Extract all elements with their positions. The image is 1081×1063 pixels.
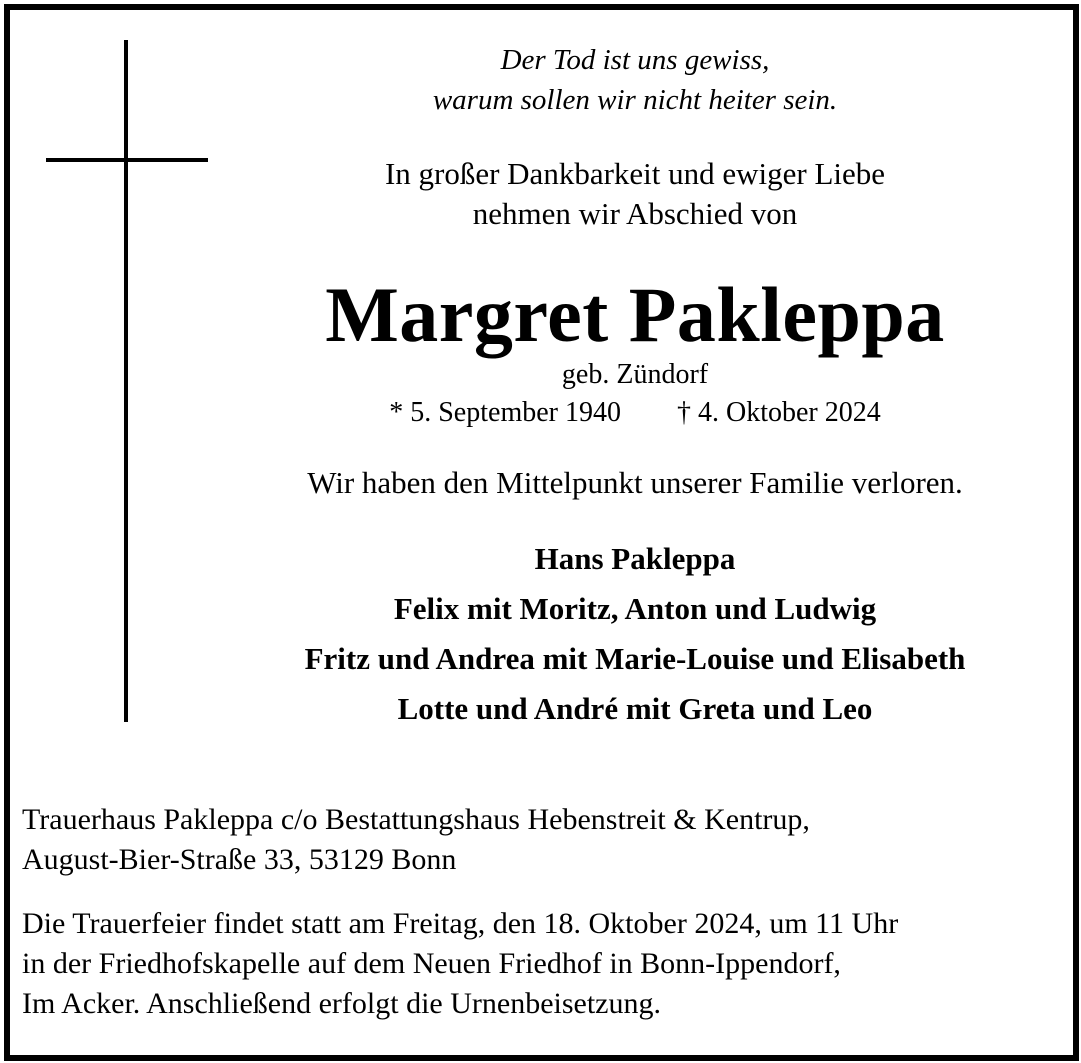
birth-name: geb. Zündorf (561, 359, 709, 390)
ceremony-info (22, 904, 1052, 1024)
mourning-house-address (22, 800, 1052, 880)
address-line-2: August-Bier-Straße 33, 53129 Bonn (22, 843, 457, 876)
family-member-3: Fritz und Andrea mit Marie-Louise und Elisabeth (304, 641, 966, 676)
death-date: † 4. Oktober 2024 (676, 397, 881, 428)
cross-vertical-bar (124, 40, 128, 722)
family-member-1: Hans Pakleppa (534, 541, 736, 576)
family-member-2: Felix mit Moritz, Anton und Ludwig (393, 591, 877, 626)
ceremony-line-2: in der Friedhofskapelle auf dem Neuen Friedhof in Bonn-Ippendorf, (22, 947, 841, 980)
quote-line-2: warum sollen wir nicht heiter sein. (432, 84, 838, 116)
quote (220, 40, 1050, 120)
ceremony-line-1: Die Trauerfeier findet statt am Freitag, den 18. Oktober 2024, um 11 Uhr (22, 907, 899, 940)
family-member-4: Lotte und André mit Greta und Leo (397, 691, 873, 726)
intro-line-1: In großer Dankbarkeit und ewiger Liebe (384, 156, 886, 191)
quote-line-1: Der Tod ist uns gewiss, (500, 44, 770, 76)
ceremony-line-3: Im Acker. Anschließend erfolgt die Urnenbeisetzung. (22, 987, 661, 1020)
birth-date: * 5. September 1940 (389, 397, 621, 428)
intro-line-2: nehmen wir Abschied von (472, 196, 798, 231)
family-list (220, 534, 1050, 734)
cross-horizontal-bar (46, 158, 208, 162)
intro-text (220, 154, 1050, 234)
address-line-1: Trauerhaus Pakleppa c/o Bestattungshaus Hebenstreit & Kentrup, (22, 803, 810, 836)
deceased-name: Margret Pakleppa (325, 271, 945, 358)
life-dates (220, 394, 1050, 432)
statement: Wir haben den Mittelpunkt unserer Familie verloren. (307, 465, 963, 500)
